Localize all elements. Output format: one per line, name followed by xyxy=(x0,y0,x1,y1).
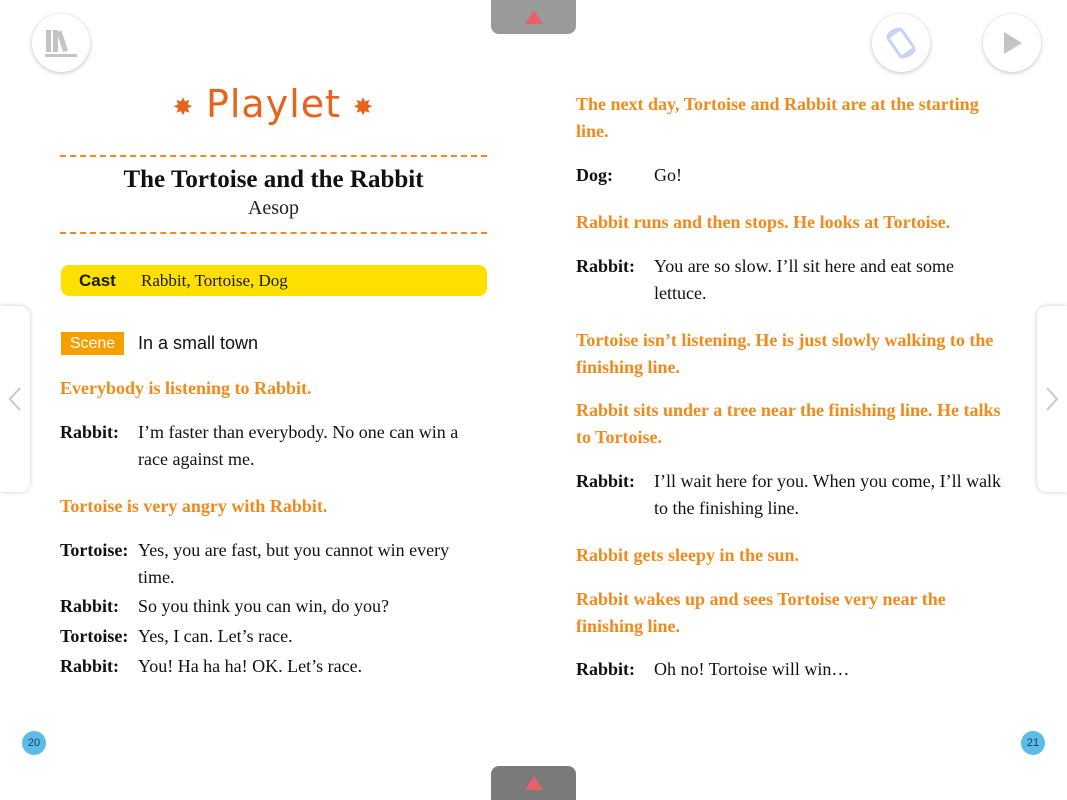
speaker-name: Rabbit: xyxy=(60,422,120,442)
stage-direction: Everybody is listening to Rabbit. xyxy=(60,378,312,398)
cast-label: Cast xyxy=(79,270,116,290)
stage-direction: Rabbit sits under a tree near the finishing line. He talks to Tortoise. xyxy=(576,400,1001,447)
stage-direction: Tortoise is very angry with Rabbit. xyxy=(60,496,328,516)
stage-direction: Rabbit wakes up and sees Tortoise very near the finishing line. xyxy=(576,589,946,636)
dialogue-line xyxy=(60,419,487,473)
scene-text: In a small town xyxy=(138,333,259,353)
divider xyxy=(60,155,487,157)
speech-text: I’ll wait here for you. When you come, I’ll walk to the finishing line. xyxy=(654,471,1002,518)
next-page-button[interactable] xyxy=(1037,306,1067,492)
toggle-bottom-tab[interactable] xyxy=(491,766,576,800)
speech-text: You! Ha ha ha! OK. Let’s race. xyxy=(138,656,363,676)
speech-text: Go! xyxy=(654,165,682,185)
chevron-left-icon xyxy=(8,386,22,412)
stage-direction: The next day, Tortoise and Rabbit are at the starting line. xyxy=(576,94,979,141)
page-number-badge: 21 xyxy=(1021,731,1045,755)
toggle-toolbar-tab[interactable] xyxy=(491,0,576,34)
scene-badge: Scene xyxy=(61,332,124,355)
chevron-right-icon xyxy=(1045,386,1059,412)
story-title: The Tortoise and the Rabbit xyxy=(123,166,424,193)
play-button[interactable] xyxy=(983,14,1041,72)
page-number-badge: 20 xyxy=(22,731,46,755)
rotate-icon xyxy=(881,23,921,63)
story-author: Aesop xyxy=(247,197,300,219)
speech-text: I’m faster than everybody. No one can win a race against me. xyxy=(138,422,459,469)
playlet-heading-text: Playlet xyxy=(205,82,342,126)
dialogue-line xyxy=(60,593,487,620)
play-icon xyxy=(1000,30,1024,56)
speaker-name: Rabbit: xyxy=(60,656,120,676)
speaker-name: Tortoise: xyxy=(60,626,129,646)
speaker-name: Rabbit: xyxy=(60,596,120,616)
speech-text: Yes, you are fast, but you cannot win every time. xyxy=(138,540,450,587)
speech-text: Yes, I can. Let’s race. xyxy=(138,626,293,646)
library-button[interactable] xyxy=(32,14,90,72)
dialogue-line xyxy=(576,468,1006,522)
speaker-name: Rabbit: xyxy=(576,256,636,276)
dialogue-line xyxy=(576,162,1006,189)
dialogue-line xyxy=(576,253,1006,307)
stage-direction: Tortoise isn’t listening. He is just slowly walking to the finishing line. xyxy=(576,330,994,377)
stage-direction: Rabbit runs and then stops. He looks at Tortoise. xyxy=(576,212,951,232)
speaker-name: Dog: xyxy=(576,165,613,185)
speech-text: You are so slow. I’ll sit here and eat some lettuce. xyxy=(654,256,954,303)
previous-page-button[interactable] xyxy=(0,306,30,492)
star-icon: ✸ xyxy=(172,92,194,121)
dialogue-line xyxy=(60,653,487,680)
speaker-name: Rabbit: xyxy=(576,659,636,679)
speech-text: So you think you can win, do you? xyxy=(138,596,389,616)
rotate-button[interactable] xyxy=(872,14,930,72)
dialogue-line xyxy=(60,537,487,591)
dialogue-line xyxy=(60,623,487,650)
speaker-name: Tortoise: xyxy=(60,540,129,560)
speaker-name: Rabbit: xyxy=(576,471,636,491)
library-icon xyxy=(43,28,79,58)
divider xyxy=(60,232,487,234)
playlet-heading xyxy=(60,82,487,126)
speech-text: Oh no! Tortoise will win… xyxy=(654,659,850,679)
stage-direction: Rabbit gets sleepy in the sun. xyxy=(576,545,800,565)
cast-value: Rabbit, Tortoise, Dog xyxy=(141,270,288,290)
arrow-up-icon xyxy=(525,10,543,24)
star-icon: ✸ xyxy=(353,92,375,121)
arrow-up-icon xyxy=(525,776,543,790)
cast-bar xyxy=(61,265,487,296)
dialogue-line xyxy=(576,656,1006,683)
